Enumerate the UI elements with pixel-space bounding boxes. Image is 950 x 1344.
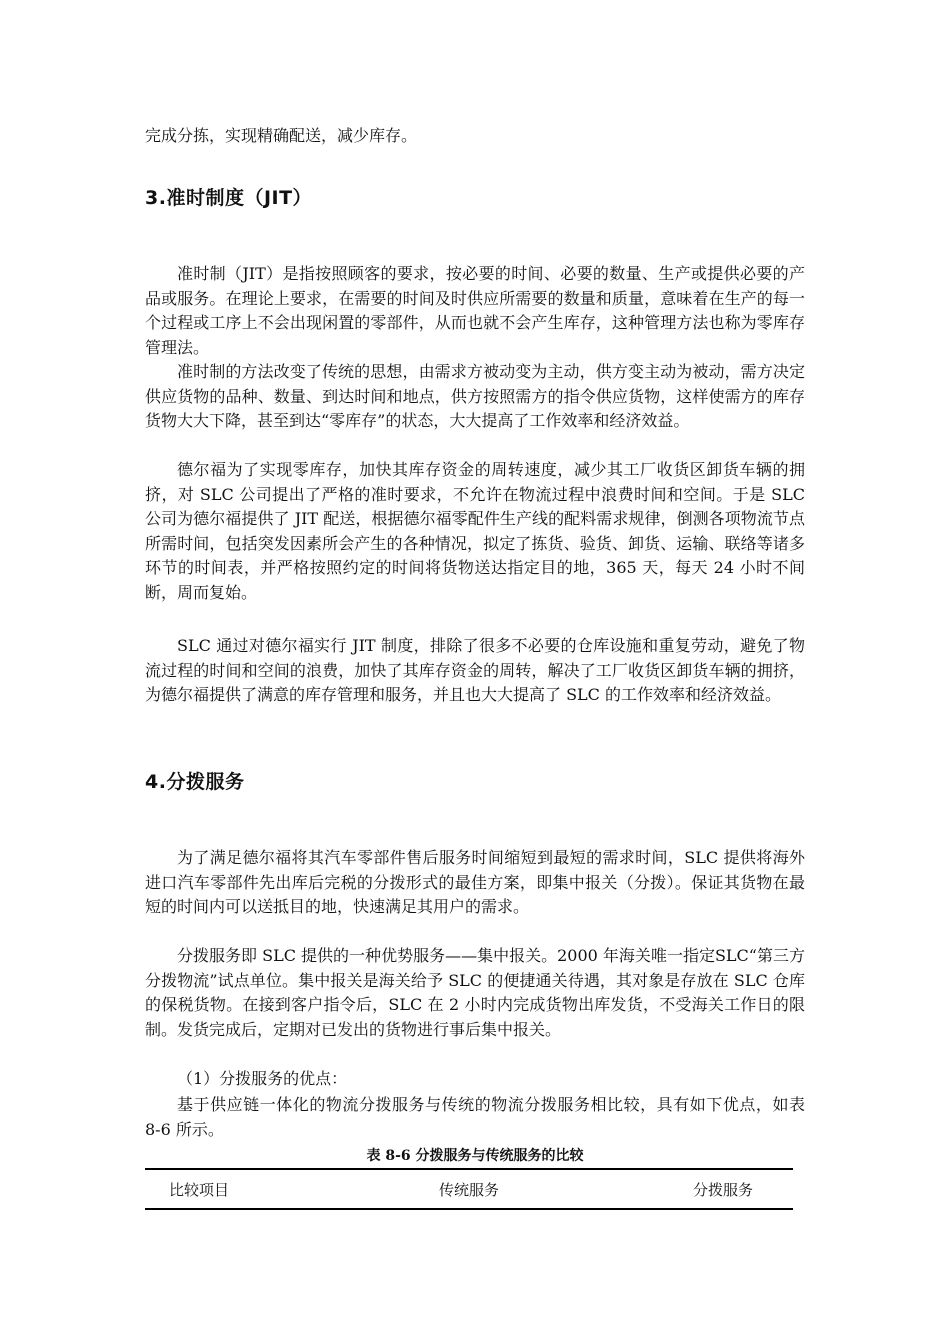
section-heading-distribution: 4.分拨服务 (145, 771, 245, 793)
paragraph-advantages-intro: 基于供应链一体化的物流分拨服务与传统的物流分拨服务相比较，具有如下优点，如表 8-6 所示。 (145, 1095, 805, 1139)
table-header-row (145, 1169, 793, 1209)
section-heading-jit: 3.准时制度（JIT） (145, 187, 313, 209)
paragraph-centralized-customs: 分拨服务即 SLC 提供的一种优势服务——集中报关。2000 年海关唯一指定SLC“第三方分拨物流”试点单位。集中报关是海关给予 SLC 的便捷通关待遇，其对象是存放在 SLC 仓库的保税货物。在接到客户指令后，SLC 在 2 小时内完成货物出库发货，不受海关工作日的限制。发货完成后，定期对已发出的货物进行事后集中报关。 (145, 946, 805, 1039)
table-header-cell: 传统服务 (369, 1169, 569, 1209)
table-header-cell: 分拨服务 (569, 1169, 793, 1209)
paragraph-advantages-title: （1）分拨服务的优点： (177, 1069, 348, 1088)
paragraph-slc-jit-result: SLC 通过对德尔福实行 JIT 制度，排除了很多不必要的仓库设施和重复劳动，避免了物流过程的时间和空间的浪费，加快了其库存资金的周转，解决了工厂收货区卸货车辆的拥挤，为德尔福提供了满意的库存管理和服务，并且也大大提高了 SLC 的工作效率和经济效益。 (145, 636, 805, 704)
paragraph-intro: 完成分拣，实现精确配送，减少库存。 (145, 126, 418, 145)
paragraph-jit-method: 准时制的方法改变了传统的思想，由需求方被动变为主动，供方变主动为被动，需方决定供应货物的品种、数量、到达时间和地点，供方按照需方的指令供应货物，这样使需方的库存货物大大下降，甚至到达“零库存”的状态，大大提高了工作效率和经济效益。 (145, 362, 805, 430)
table-header-cell: 比较项目 (145, 1169, 369, 1209)
paragraph-jit-definition: 准时制（JIT）是指按照顾客的要求，按必要的时间、必要的数量、生产或提供必要的产品或服务。在理论上要求，在需要的时间及时供应所需要的数量和质量，意味着在生产的每一个过程或工序上不会出现闲置的零部件，从而也就不会产生库存，这种管理方法也称为零库存管理法。 (145, 264, 805, 357)
paragraph-distribution-need: 为了满足德尔福将其汽车零部件售后服务时间缩短到最短的需求时间，SLC 提供将海外进口汽车零部件先出库后完税的分拨形式的最佳方案，即集中报关（分拨）。保证其货物在最短的时间内可以送抵目的地，快速满足其用户的需求。 (145, 848, 805, 916)
comparison-table (145, 1168, 793, 1210)
table-caption: 表 8-6 分拨服务与传统服务的比较 (366, 1148, 584, 1164)
paragraph-delphi-zero-inventory: 德尔福为了实现零库存，加快其库存资金的周转速度，减少其工厂收货区卸货车辆的拥挤，对 SLC 公司提出了严格的准时要求，不允许在物流过程中浪费时间和空间。于是 SLC 公司为德尔福提供了 JIT 配送，根据德尔福零配件生产线的配料需求规律，倒测各项物流节点所需时间，包括突发因素所会产生的各种情况，拟定了拣货、验货、卸货、运输、联络等诸多环节的时间表，并严格按照约定的时间将货物送达指定目的地，365 天，每天 24 小时不间断，周而复始。 (145, 460, 805, 602)
